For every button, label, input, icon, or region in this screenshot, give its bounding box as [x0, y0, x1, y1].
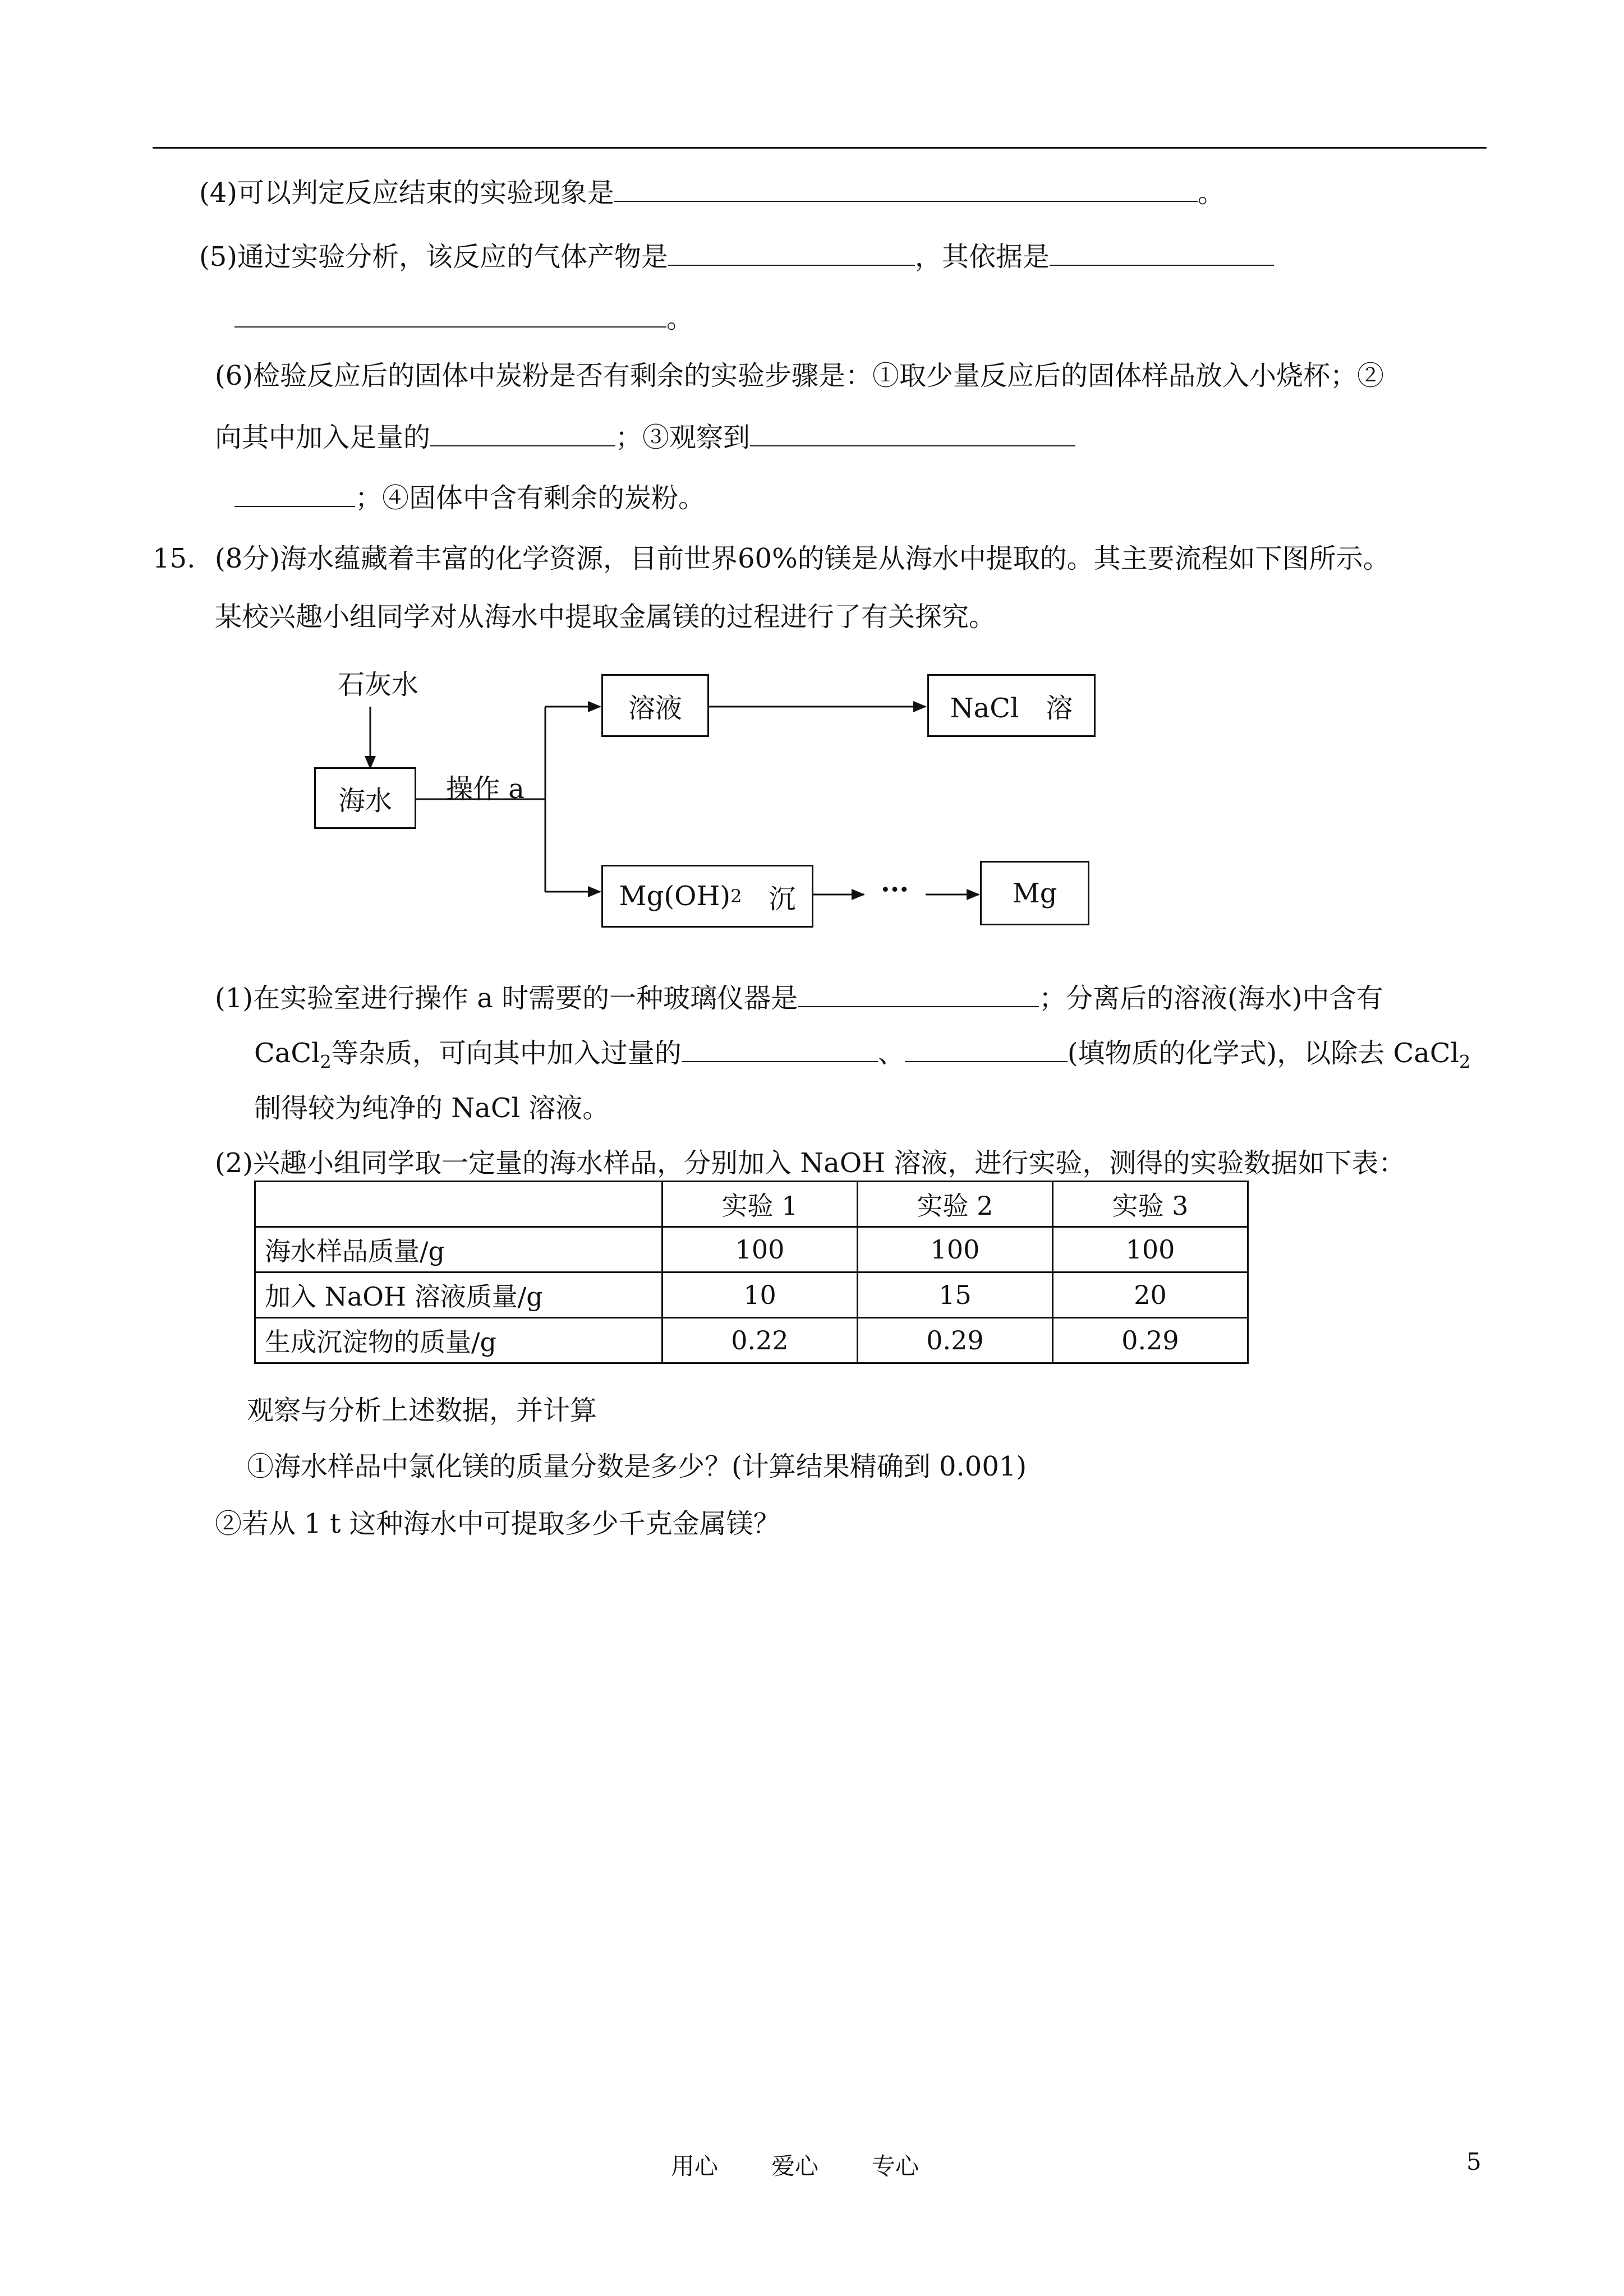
q14-part6-end: ；④固体中含有剩余的炭粉。: [355, 482, 706, 514]
table-cell: 0.29: [858, 1318, 1053, 1363]
experiment-table: [254, 1181, 1249, 1364]
answer-blank[interactable]: [668, 240, 915, 266]
seawater-box: 海水: [314, 767, 416, 829]
nacl-box: NaCl 溶: [927, 674, 1096, 737]
answer-blank[interactable]: [234, 481, 355, 507]
table-row: [255, 1273, 1248, 1318]
solution-box: 溶液: [601, 674, 709, 737]
q14-part4-text: (4)可以判定反应结束的实验现象是: [199, 177, 614, 209]
footer-motto-1: 用心: [671, 2152, 719, 2180]
q14-part5-mid: ，其依据是: [915, 241, 1050, 273]
table-cell: 15: [858, 1273, 1053, 1318]
subscript: 2: [1459, 1051, 1471, 1073]
q14-part4-end: 。: [1198, 177, 1225, 209]
q15-part1-text3: (填物质的化学式)，以除去 CaCl: [1067, 1038, 1459, 1069]
table-row: [255, 1227, 1248, 1273]
table-header-row: [255, 1182, 1248, 1227]
separator: 、: [877, 1038, 905, 1069]
table-cell: 100: [1053, 1227, 1248, 1273]
q15-part1-line3: 制得较为纯净的 NaCl 溶液。: [254, 1092, 610, 1124]
q14-part5-end: 。: [666, 303, 694, 334]
answer-blank[interactable]: [798, 981, 1039, 1007]
table-cell: 20: [1053, 1273, 1248, 1318]
answer-blank[interactable]: [682, 1036, 878, 1062]
answer-blank[interactable]: [1050, 240, 1274, 266]
page-number: 5: [1466, 2148, 1482, 2175]
table-header-cell: 实验 3: [1053, 1182, 1248, 1227]
q14-part6-line2: [215, 421, 1075, 454]
cacl2-formula: CaCl: [254, 1038, 320, 1069]
answer-blank[interactable]: [750, 421, 1075, 446]
table-cell: 生成沉淀物的质量/g: [255, 1318, 663, 1363]
table-header-cell: 实验 1: [663, 1182, 858, 1227]
table-cell: 100: [858, 1227, 1053, 1273]
answer-blank[interactable]: [905, 1036, 1068, 1062]
q14-part5-text: (5)通过实验分析，该反应的气体产物是: [199, 241, 668, 273]
q14-part5: [199, 240, 1274, 274]
footer-motto-2: 爱心: [771, 2152, 819, 2180]
observe-text: 观察与分析上述数据，并计算: [247, 1395, 597, 1426]
limewater-label: 石灰水: [338, 669, 419, 700]
footer-motto-3: 专心: [872, 2152, 919, 2180]
table-header-cell: [255, 1182, 663, 1227]
q14-part5-cont: [234, 302, 693, 335]
q15-intro-line1: (8分)海水蕴藏着丰富的化学资源，目前世界60%的镁是从海水中提取的。其主要流程如下图所示。: [215, 543, 1390, 574]
table-cell: 10: [663, 1273, 858, 1318]
mgoh2-suffix: 沉: [742, 883, 796, 915]
subscript: 2: [320, 1051, 332, 1073]
table-cell: 加入 NaOH 溶液质量/g: [255, 1273, 663, 1318]
table-row: [255, 1318, 1248, 1363]
answer-blank[interactable]: [234, 302, 666, 328]
answer-blank[interactable]: [614, 176, 1198, 202]
header-rule: [153, 147, 1487, 149]
answer-blank[interactable]: [430, 421, 615, 446]
sub-question-1: ①海水样品中氯化镁的质量分数是多少？(计算结果精确到 0.001): [247, 1451, 1027, 1482]
q14-part6-mid: ；③观察到: [615, 422, 751, 453]
table-cell: 100: [663, 1227, 858, 1273]
q15-part1-line1: [215, 981, 1383, 1015]
mg-box: Mg: [980, 861, 1089, 925]
q15-part1-text: (1)在实验室进行操作 a 时需要的一种玻璃仪器是: [215, 983, 798, 1014]
q14-part6-line3: [234, 481, 705, 515]
flow-diagram: [303, 662, 1144, 942]
q15-intro-line2: 某校兴趣小组同学对从海水中提取金属镁的过程进行了有关探究。: [215, 601, 996, 633]
q15-part2-line: (2)兴趣小组同学取一定量的海水样品，分别加入 NaOH 溶液，进行实验，测得的实验数据如下表：: [215, 1147, 1406, 1179]
q14-part6-line1: (6)检验反应后的固体中炭粉是否有剩余的实验步骤是：①取少量反应后的固体样品放入小烧杯；②: [215, 360, 1384, 391]
q14-part6-text: 向其中加入足量的: [215, 422, 431, 453]
operation-label: 操作 a: [446, 773, 525, 805]
q15-number: 15.: [153, 543, 196, 574]
table-cell: 海水样品质量/g: [255, 1227, 663, 1273]
mgoh2-box: Mg(OH) 2 沉: [601, 865, 813, 928]
sub-question-2: ②若从 1 t 这种海水中可提取多少千克金属镁？: [215, 1508, 780, 1539]
table-cell: 0.22: [663, 1318, 858, 1363]
ellipsis-label: ···: [881, 874, 909, 905]
q15-part1-text2: 等杂质，可向其中加入过量的: [331, 1038, 682, 1069]
mgoh2-formula: Mg(OH): [619, 880, 731, 912]
q15-part1-post: ；分离后的溶液(海水)中含有: [1039, 983, 1383, 1014]
table-header-cell: 实验 2: [858, 1182, 1053, 1227]
table-cell: 0.29: [1053, 1318, 1248, 1363]
q15-part1-line2: [254, 1036, 1471, 1073]
q14-part4: [199, 176, 1225, 210]
